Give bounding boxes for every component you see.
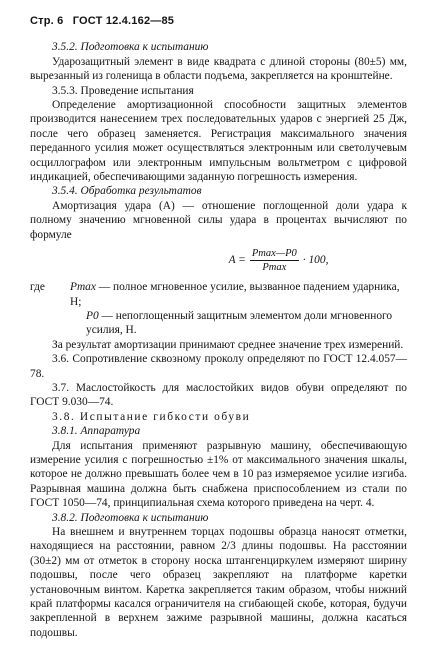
definition-symbol-pmax: Pmax xyxy=(70,281,96,294)
amortization-formula xyxy=(150,244,407,276)
definition-text-p0: — непоглощенный защитным элементом доли мгновенного усилия, Н. xyxy=(86,309,393,337)
formula-numerator: Pmax—P0 xyxy=(251,247,297,259)
section-3-5-4-body: Амортизация удара (A) — отношение поглощенной доли удара к полному значению мгновенной силы удара в процентах вычисляют по формуле xyxy=(30,199,407,241)
section-3-8-2-title: 3.8.2. Подготовка к испытанию xyxy=(52,511,209,524)
section-3-5-3-body: Определение амортизационной способности защитных элементов производится нанесением трех последовательных ударов с энергией 25 Дж, после чего образец заменяется. Регистрация максимального значения переданного усилия может осуществляться электронным или светолучевым осциллографом или электронным импульсным вольтметром с цифровой индикацией, обеспечивающими заданную погрешность измерения. xyxy=(30,99,407,184)
page-number: Стр. 6 xyxy=(30,15,64,27)
where-label: где xyxy=(30,281,45,294)
standard-code: ГОСТ 12.4.162—85 xyxy=(72,15,175,27)
section-3-5-2-title: 3.5.2. Подготовка к испытанию xyxy=(52,41,209,54)
section-3-7: 3.7. Маслостойкость для маслостойких видов обуви определяют по ГОСТ 9.030—74. xyxy=(30,381,407,409)
formula-fraction xyxy=(250,247,299,274)
page-header xyxy=(30,14,407,28)
section-3-8-title: 3.8. Испытание гибкости обуви xyxy=(52,410,251,423)
section-3-8-1-body: Для испытания применяют разрывную машину, обеспечивающую измерение усилия с погрешностью ±1% от максимального значения шкалы, которое не должно превышать более чем в 10 раз измеряемое усилие изгиба. Разрывная машина должна быть снабжена приспособлением из стали по ГОСТ 1050—74, принципиальная схема которого приведена на черт. 4. xyxy=(30,439,407,510)
section-3-5-4-title: 3.5.4. Обработка результатов xyxy=(52,185,202,198)
definition-text-pmax: — полное мгновенное усилие, вызванное падением ударника, Н; xyxy=(70,281,400,308)
section-3-8-2-body: На внешнем и внутреннем торцах подошвы образца наносят отметки, находящиеся на расстоянии, равном 2/3 длины подошвы. На расстоянии (30±2) мм от отметок в сторону носка штангенциркулем измеряют ширину подошвы, после чего образец закрепляют на платформе каретки установочным винтом. Каретка закрепляется таким образом, чтобы нижний край платформы касался ограничителя на сгибающей скобе, которая, будучи закрепленной в верхнем зажиме разрывной машины, должна касаться подошвы. xyxy=(30,526,407,639)
section-3-5-3-title: 3.5.3. Проведение испытания xyxy=(52,84,194,97)
section-3-6: 3.6. Сопротивление сквозному проколу определяют по ГОСТ 12.4.057—78. xyxy=(30,353,407,380)
result-paragraph: За результат амортизации принимают среднее значение трех измерений. xyxy=(52,338,404,351)
section-3-8-1-title: 3.8.1. Аппаратура xyxy=(52,425,141,438)
formula-definitions xyxy=(30,280,407,338)
formula-lhs: A = xyxy=(228,253,246,266)
formula-denominator: Pmax xyxy=(262,261,287,273)
section-3-5-2-body: Ударозащитный элемент в виде квадрата с длиной стороны (80±5) мм, вырезанный из голенища в области подъема, закрепляется на кронштейне. xyxy=(30,55,407,83)
definition-symbol-p0: P0 xyxy=(86,309,99,322)
formula-tail: · 100, xyxy=(302,253,329,266)
